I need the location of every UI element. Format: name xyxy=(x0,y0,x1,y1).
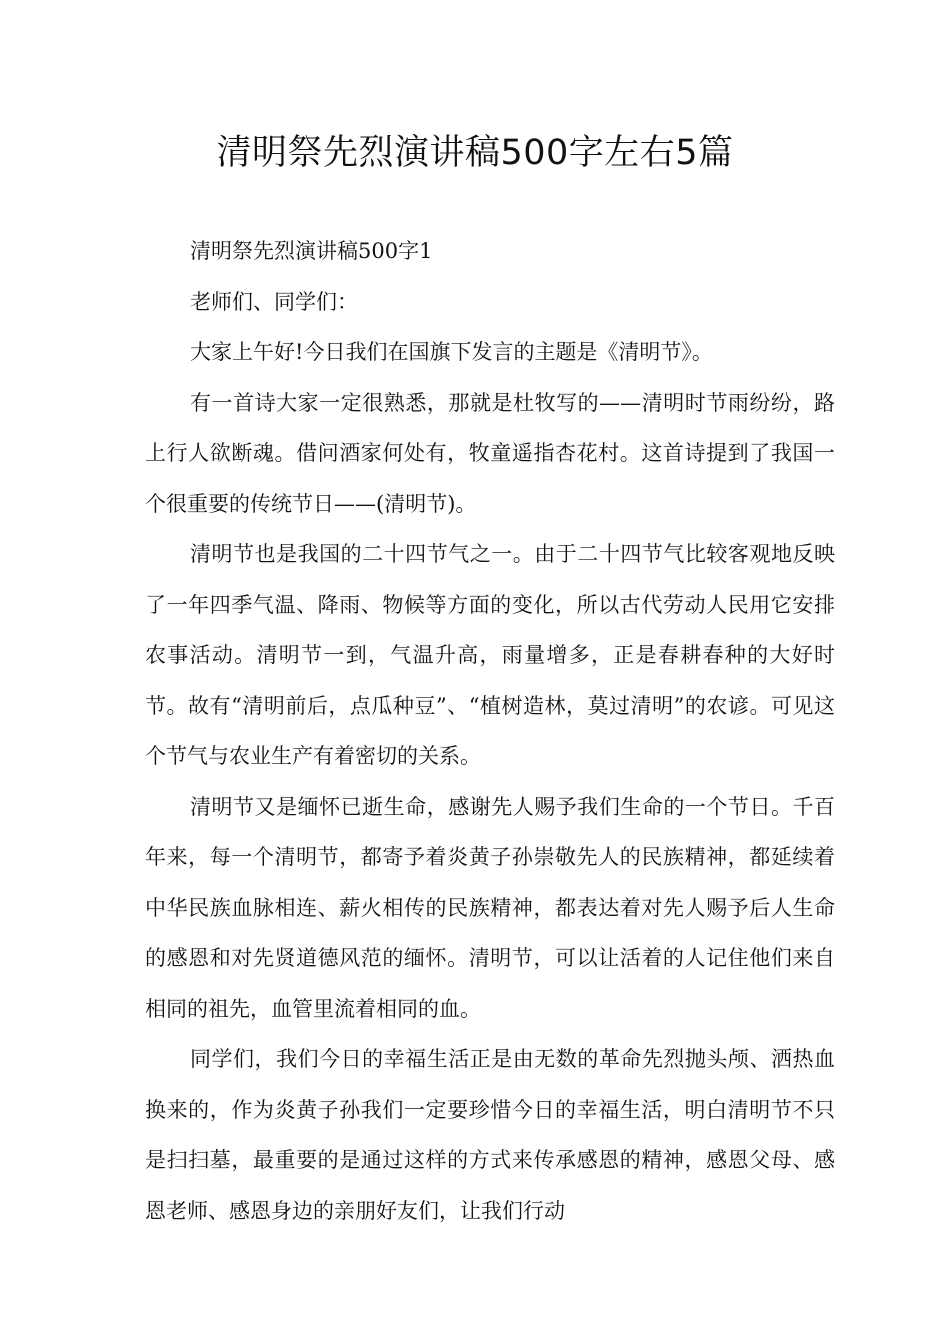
document-title: 清明祭先烈演讲稿500字左右5篇 xyxy=(216,133,734,173)
paragraph-remembrance: 清明节又是缅怀已逝生命，感谢先人赐予我们生命的一个节日。千百年来，每一个清明节，都寄予着炎黄子孙崇敬先人的民族精神，都延续着中华民族血脉相连、薪火相传的民族精神，都表达着对先人赐予后人生命的感恩和对先贤道德风范的缅怀。清明节，可以让活着的人记住他们来自相同的祖先，血管里流着相同的血。 xyxy=(145,794,835,1021)
paragraph-greeting: 大家上午好!今日我们在国旗下发言的主题是《清明节》。 xyxy=(190,340,713,364)
paragraph-gratitude: 同学们，我们今日的幸福生活正是由无数的革命先烈抛头颅、洒热血换来的，作为炎黄子孙我们一定要珍惜今日的幸福生活，明白清明节不只是扫扫墓，最重要的是通过这样的方式来传承感恩的精神，感恩父母、感恩老师、感恩身边的亲朋好友们，让我们行动 xyxy=(145,1047,835,1223)
document-body xyxy=(145,226,835,1236)
section-heading: 清明祭先烈演讲稿500字1 xyxy=(190,239,433,263)
paragraph-solar-term: 清明节也是我国的二十四节气之一。由于二十四节气比较客观地反映了一年四季气温、降雨、物候等方面的变化，所以古代劳动人民用它安排农事活动。清明节一到，气温升高，雨量增多，正是春耕春种的大好时节。故有“清明前后，点瓜种豆”、“植树造林，莫过清明”的农谚。可见这个节气与农业生产有着密切的关系。 xyxy=(145,542,835,768)
salutation: 老师们、同学们： xyxy=(190,289,358,314)
paragraph-poem: 有一首诗大家一定很熟悉，那就是杜牧写的——清明时节雨纷纷，路上行人欲断魂。借问酒家何处有，牧童遥指杏花村。这首诗提到了我国一个很重要的传统节日——(清明节)。 xyxy=(145,390,835,516)
